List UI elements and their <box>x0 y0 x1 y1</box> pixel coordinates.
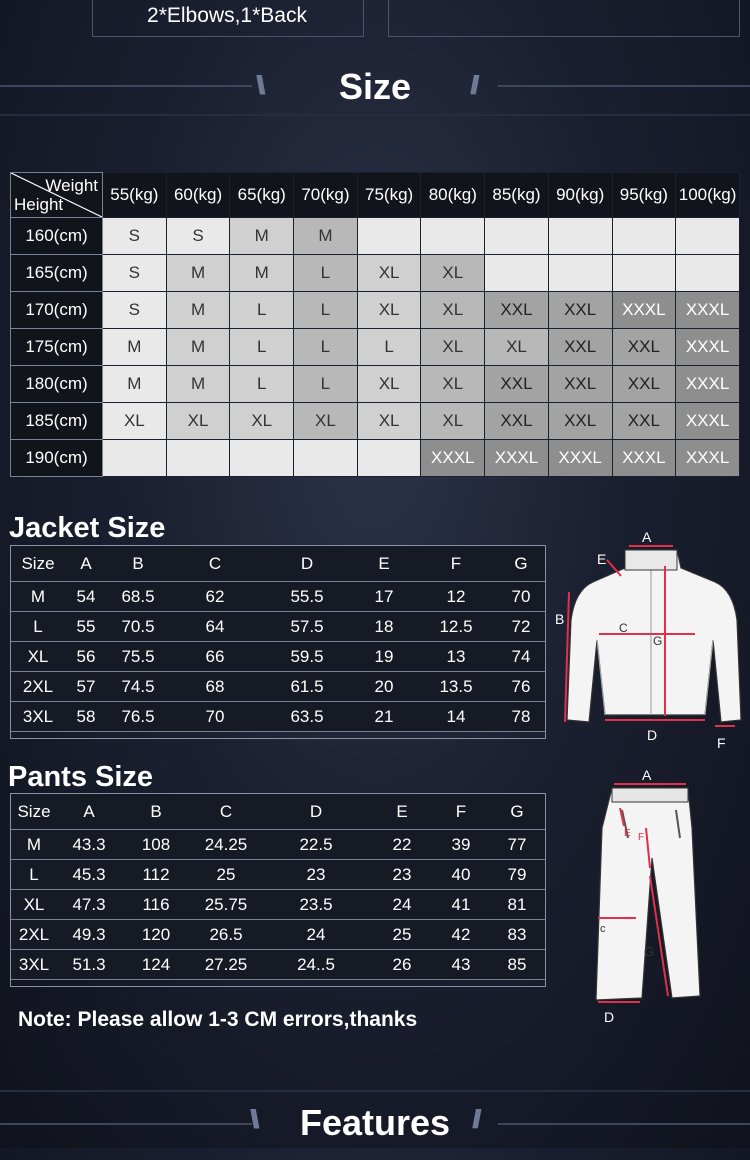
features-section-title: Features <box>299 1102 451 1143</box>
pants-header-cell: B <box>121 794 191 830</box>
weight-header-cell: 60(kg) <box>166 173 230 218</box>
pants-cell: 40 <box>433 860 489 890</box>
pants-cell: 24.25 <box>191 830 261 860</box>
jacket-cell: 12.5 <box>415 612 497 642</box>
pants-cell: 3XL <box>11 950 57 980</box>
pants-cell: 43.3 <box>57 830 121 860</box>
jacket-cell: 63.5 <box>261 702 353 732</box>
jacket-label-a: A <box>642 530 652 545</box>
pants-cell: 51.3 <box>57 950 121 980</box>
size-cell <box>612 218 676 255</box>
weight-header-cell: 100(kg) <box>676 173 740 218</box>
pants-cell: 108 <box>121 830 191 860</box>
size-cell: L <box>294 292 358 329</box>
jacket-diagram <box>555 530 750 755</box>
pants-size-table <box>11 794 545 980</box>
jacket-header-cell: G <box>497 546 545 582</box>
pants-row <box>11 890 545 920</box>
size-cell: XL <box>357 292 421 329</box>
size-cell: M <box>166 366 230 403</box>
sizing-note: Note: Please allow 1-3 CM errors,thanks <box>18 1008 418 1031</box>
pants-header-cell: F <box>433 794 489 830</box>
pants-cell: 47.3 <box>57 890 121 920</box>
size-cell: XXL <box>485 366 549 403</box>
jacket-cell: 13 <box>415 642 497 672</box>
jacket-row <box>11 642 545 672</box>
jacket-cell: 70.5 <box>107 612 169 642</box>
pants-label-c: c <box>600 923 606 935</box>
size-cell: XL <box>357 366 421 403</box>
jacket-cell: 59.5 <box>261 642 353 672</box>
size-cell <box>230 440 294 477</box>
pants-cell: 49.3 <box>57 920 121 950</box>
jacket-size-table <box>11 546 545 732</box>
size-chart-row <box>11 255 740 292</box>
size-cell: XXL <box>548 403 612 440</box>
pants-cell: 79 <box>489 860 545 890</box>
size-cell: XXXL <box>421 440 485 477</box>
jacket-cell: 66 <box>169 642 261 672</box>
pants-cell: 116 <box>121 890 191 920</box>
size-cell: M <box>230 218 294 255</box>
size-cell: XL <box>421 255 485 292</box>
jacket-header-cell: A <box>65 546 107 582</box>
size-cell: XXXL <box>485 440 549 477</box>
pants-cell: 120 <box>121 920 191 950</box>
jacket-cell: 76 <box>497 672 545 702</box>
size-cell: XL <box>421 329 485 366</box>
pants-cell: 25.75 <box>191 890 261 920</box>
size-cell: XXL <box>548 329 612 366</box>
pants-cell: 23.5 <box>261 890 371 920</box>
jacket-cell: 55.5 <box>261 582 353 612</box>
size-cell <box>166 440 230 477</box>
jacket-label-e: E <box>597 551 607 567</box>
height-row-label: 165(cm) <box>11 255 103 292</box>
size-cell: L <box>357 329 421 366</box>
jacket-cell: 19 <box>353 642 415 672</box>
jacket-cell: 74 <box>497 642 545 672</box>
size-cell: XL <box>357 255 421 292</box>
size-cell: XXXL <box>676 403 740 440</box>
pants-cell: 43 <box>433 950 489 980</box>
jacket-label-b: B <box>555 611 565 627</box>
jacket-header-cell: F <box>415 546 497 582</box>
jacket-row <box>11 582 545 612</box>
jacket-cell: 17 <box>353 582 415 612</box>
jacket-cell: L <box>11 612 65 642</box>
pants-cell: XL <box>11 890 57 920</box>
size-cell: S <box>103 218 167 255</box>
pants-row <box>11 860 545 890</box>
pants-row <box>11 950 545 980</box>
pants-cell: 124 <box>121 950 191 980</box>
size-section-title: Size <box>338 66 412 107</box>
jacket-cell: 20 <box>353 672 415 702</box>
jacket-cell: 55 <box>65 612 107 642</box>
size-cell: XL <box>357 403 421 440</box>
pants-cell: 26.5 <box>191 920 261 950</box>
pants-table-box <box>10 793 546 987</box>
jacket-cell: 57 <box>65 672 107 702</box>
pants-cell: 25 <box>191 860 261 890</box>
size-cell: XL <box>294 403 358 440</box>
pants-cell: 81 <box>489 890 545 920</box>
size-cell: XL <box>103 403 167 440</box>
size-cell <box>548 218 612 255</box>
jacket-cell: 61.5 <box>261 672 353 702</box>
jacket-cell: 64 <box>169 612 261 642</box>
size-cell: XXXL <box>612 440 676 477</box>
size-cell: XXL <box>548 366 612 403</box>
size-chart-row <box>11 292 740 329</box>
pants-cell: 2XL <box>11 920 57 950</box>
jacket-cell: 68 <box>169 672 261 702</box>
jacket-cell: 62 <box>169 582 261 612</box>
pants-cell: 27.25 <box>191 950 261 980</box>
banner-text: 2*Elbows,1*Back <box>147 4 307 27</box>
pants-diagram <box>580 768 710 1028</box>
pants-cell: 22.5 <box>261 830 371 860</box>
size-cell: S <box>103 292 167 329</box>
jacket-header-cell: E <box>353 546 415 582</box>
pants-cell: 41 <box>433 890 489 920</box>
jacket-header-cell: B <box>107 546 169 582</box>
features-section-header <box>0 1090 750 1160</box>
header-line-bottom <box>0 114 750 116</box>
size-cell: L <box>294 329 358 366</box>
size-chart-row <box>11 218 740 255</box>
pants-cell: 23 <box>371 860 433 890</box>
size-cell <box>294 440 358 477</box>
size-cell <box>357 218 421 255</box>
size-chart-row <box>11 403 740 440</box>
pants-header-cell: E <box>371 794 433 830</box>
size-chart-header-row <box>11 173 740 218</box>
weight-header-cell: 70(kg) <box>294 173 358 218</box>
size-cell: M <box>294 218 358 255</box>
weight-header-cell: 90(kg) <box>548 173 612 218</box>
pants-cell: L <box>11 860 57 890</box>
pants-cell: M <box>11 830 57 860</box>
height-row-label: 160(cm) <box>11 218 103 255</box>
size-cell: XL <box>485 329 549 366</box>
pants-label-e: E <box>624 828 631 839</box>
jacket-label-c: C <box>619 621 628 635</box>
pants-cell: 85 <box>489 950 545 980</box>
size-cell: L <box>294 255 358 292</box>
banner-box-right <box>388 0 740 37</box>
size-section-header <box>0 52 750 122</box>
jacket-row <box>11 672 545 702</box>
weight-header-cell: 65(kg) <box>230 173 294 218</box>
pants-cell: 25 <box>371 920 433 950</box>
pants-header-cell: A <box>57 794 121 830</box>
weight-header-cell: 95(kg) <box>612 173 676 218</box>
pants-label-g: G <box>644 944 655 959</box>
jacket-cell: 74.5 <box>107 672 169 702</box>
jacket-size-title: Jacket Size <box>9 512 166 544</box>
size-chart-table <box>10 172 740 477</box>
size-chart-row <box>11 440 740 477</box>
jacket-cell: 78 <box>497 702 545 732</box>
jacket-row <box>11 612 545 642</box>
size-cell <box>357 440 421 477</box>
pants-cell: 42 <box>433 920 489 950</box>
double-slash-icon: \\\ <box>256 70 260 100</box>
jacket-cell: 54 <box>65 582 107 612</box>
pants-label-a: A <box>642 768 652 783</box>
jacket-header-cell: D <box>261 546 353 582</box>
size-cell <box>612 255 676 292</box>
size-cell <box>485 218 549 255</box>
size-cell: M <box>103 366 167 403</box>
size-cell: M <box>230 255 294 292</box>
weight-header-cell: 85(kg) <box>485 173 549 218</box>
pants-cell: 83 <box>489 920 545 950</box>
jacket-cell: 58 <box>65 702 107 732</box>
pants-size-title: Pants Size <box>8 761 154 793</box>
size-cell: XXL <box>612 366 676 403</box>
size-cell: XXXL <box>676 292 740 329</box>
size-cell: L <box>230 366 294 403</box>
size-cell <box>676 255 740 292</box>
pants-header-cell: G <box>489 794 545 830</box>
size-cell: M <box>103 329 167 366</box>
size-cell <box>421 218 485 255</box>
jacket-cell: M <box>11 582 65 612</box>
pants-silhouette <box>596 788 700 1000</box>
size-cell: XL <box>421 292 485 329</box>
jacket-cell: 21 <box>353 702 415 732</box>
size-cell: XXL <box>548 292 612 329</box>
jacket-cell: 70 <box>497 582 545 612</box>
size-chart-row <box>11 329 740 366</box>
weight-header-cell: 75(kg) <box>357 173 421 218</box>
jacket-cell: 14 <box>415 702 497 732</box>
jacket-cell: 75.5 <box>107 642 169 672</box>
pants-cell: 23 <box>261 860 371 890</box>
size-cell: XXXL <box>612 292 676 329</box>
jacket-cell: 56 <box>65 642 107 672</box>
jacket-header-cell: Size <box>11 546 65 582</box>
header-line-top <box>0 1090 750 1092</box>
pants-header-cell: Size <box>11 794 57 830</box>
pants-cell: 77 <box>489 830 545 860</box>
size-cell: M <box>166 255 230 292</box>
size-cell: XXXL <box>676 440 740 477</box>
jacket-cell: 3XL <box>11 702 65 732</box>
size-cell <box>548 255 612 292</box>
pants-label-f: F <box>638 832 645 843</box>
pants-header-row <box>11 794 545 830</box>
pants-label-d: D <box>604 1009 615 1025</box>
size-cell: L <box>294 366 358 403</box>
jacket-cell: 12 <box>415 582 497 612</box>
jacket-label-f: F <box>717 735 726 751</box>
size-cell: M <box>166 329 230 366</box>
size-cell: XXL <box>485 292 549 329</box>
jacket-label-d: D <box>647 727 658 743</box>
size-cell <box>676 218 740 255</box>
jacket-cell: 18 <box>353 612 415 642</box>
jacket-cell: 72 <box>497 612 545 642</box>
size-cell: XL <box>166 403 230 440</box>
size-cell: L <box>230 329 294 366</box>
pants-row <box>11 830 545 860</box>
corner-weight-label: Weight <box>45 176 98 195</box>
size-cell <box>103 440 167 477</box>
size-cell: L <box>230 292 294 329</box>
size-cell: XL <box>421 403 485 440</box>
pants-cell: 24 <box>371 890 433 920</box>
double-slash-icon: \\\ <box>250 1104 254 1134</box>
size-chart-corner <box>11 173 103 218</box>
double-slash-icon: /// <box>470 70 474 100</box>
size-cell <box>485 255 549 292</box>
jacket-cell: 13.5 <box>415 672 497 702</box>
size-cell: XL <box>230 403 294 440</box>
top-banner <box>0 0 750 52</box>
pants-cell: 45.3 <box>57 860 121 890</box>
jacket-cell: XL <box>11 642 65 672</box>
jacket-header-cell: C <box>169 546 261 582</box>
jacket-header-row <box>11 546 545 582</box>
size-cell: XXL <box>612 329 676 366</box>
pants-cell: 39 <box>433 830 489 860</box>
jacket-cell: 76.5 <box>107 702 169 732</box>
double-slash-icon: /// <box>472 1104 476 1134</box>
pants-row <box>11 920 545 950</box>
size-cell: XXXL <box>548 440 612 477</box>
size-cell: XL <box>421 366 485 403</box>
pants-cell: 24 <box>261 920 371 950</box>
size-cell: XXL <box>485 403 549 440</box>
size-cell: XXXL <box>676 329 740 366</box>
pants-cell: 112 <box>121 860 191 890</box>
height-row-label: 175(cm) <box>11 329 103 366</box>
size-cell: S <box>166 218 230 255</box>
jacket-cell: 68.5 <box>107 582 169 612</box>
corner-height-label: Height <box>14 195 64 214</box>
pants-cell: 26 <box>371 950 433 980</box>
size-cell: XXXL <box>676 366 740 403</box>
size-cell: M <box>166 292 230 329</box>
size-cell: S <box>103 255 167 292</box>
jacket-cell: 57.5 <box>261 612 353 642</box>
jacket-row <box>11 702 545 732</box>
jacket-cell: 2XL <box>11 672 65 702</box>
size-cell: XXL <box>612 403 676 440</box>
height-row-label: 185(cm) <box>11 403 103 440</box>
jacket-cell: 70 <box>169 702 261 732</box>
jacket-table-box <box>10 545 546 739</box>
pants-cell: 22 <box>371 830 433 860</box>
size-chart-row <box>11 366 740 403</box>
height-row-label: 180(cm) <box>11 366 103 403</box>
pants-cell: 24..5 <box>261 950 371 980</box>
pants-header-cell: C <box>191 794 261 830</box>
jacket-label-g: G <box>653 634 663 648</box>
weight-header-cell: 80(kg) <box>421 173 485 218</box>
weight-header-cell: 55(kg) <box>103 173 167 218</box>
height-row-label: 190(cm) <box>11 440 103 477</box>
pants-header-cell: D <box>261 794 371 830</box>
height-row-label: 170(cm) <box>11 292 103 329</box>
